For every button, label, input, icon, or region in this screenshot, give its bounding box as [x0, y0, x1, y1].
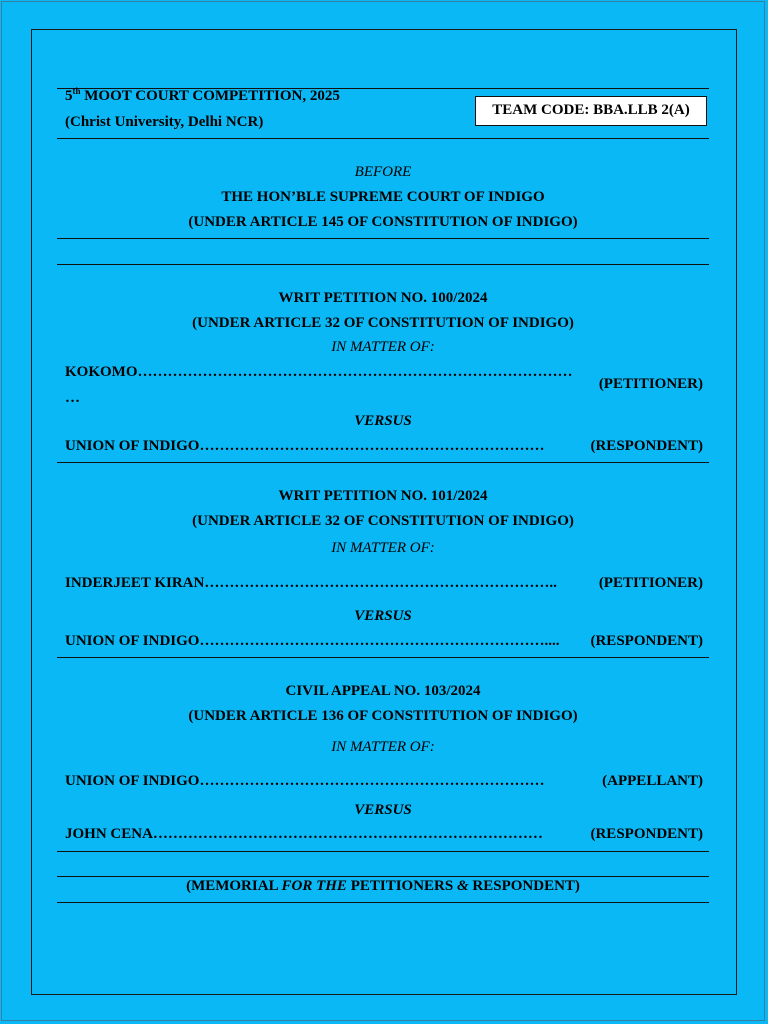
role-petitioner: (PETITIONER): [598, 376, 703, 392]
case-title: CIVIL APPEAL NO. 103/2024: [285, 683, 481, 699]
in-matter-of: IN MATTER OF:: [331, 339, 435, 355]
party-petitioner: KOKOMO……………………………………………………………………………: [65, 364, 573, 380]
divider: [57, 138, 709, 139]
court-name: THE HON’BLE SUPREME COURT OF INDIGO: [221, 189, 545, 205]
party-respondent: UNION OF INDIGO……………………………………………………………: [65, 438, 545, 454]
versus-label: VERSUS: [354, 608, 412, 624]
in-matter-of: IN MATTER OF:: [331, 739, 435, 755]
divider: [57, 462, 709, 463]
versus-label: VERSUS: [354, 413, 412, 429]
versus-label: VERSUS: [354, 802, 412, 818]
case-article: (UNDER ARTICLE 32 OF CONSTITUTION OF INDIGO): [192, 513, 574, 529]
university-name: (Christ University, Delhi NCR): [65, 114, 264, 130]
memorial-label: (MEMORIAL FOR THE PETITIONERS & RESPONDENT): [186, 878, 580, 894]
team-code-box: TEAM CODE: BBA.LLB 2(A): [475, 96, 707, 126]
competition-title: 5th MOOT COURT COMPETITION, 2025: [65, 86, 340, 104]
party-appellant: UNION OF INDIGO……………………………………………………………: [65, 773, 545, 789]
party-respondent: UNION OF INDIGO……………………………………………………………....: [65, 633, 560, 649]
case-title: WRIT PETITION NO. 100/2024: [278, 290, 488, 306]
before-label: BEFORE: [354, 164, 412, 180]
divider: [57, 264, 709, 265]
role-respondent: (RESPONDENT): [590, 438, 703, 454]
divider: [57, 851, 709, 852]
role-appellant: (APPELLANT): [602, 773, 703, 789]
divider: [57, 902, 709, 903]
role-respondent: (RESPONDENT): [590, 826, 703, 842]
party-petitioner: INDERJEET KIRAN……………………………………………………………..: [65, 575, 557, 591]
role-respondent: (RESPONDENT): [590, 633, 703, 649]
case-article: (UNDER ARTICLE 32 OF CONSTITUTION OF INDIGO): [192, 315, 574, 331]
court-article: (UNDER ARTICLE 145 OF CONSTITUTION OF INDIGO): [188, 214, 578, 230]
divider: [57, 657, 709, 658]
divider: [57, 238, 709, 239]
party-respondent: JOHN CENA……………………………………………………………………: [65, 826, 543, 842]
party-continuation: …: [65, 390, 80, 406]
role-petitioner: (PETITIONER): [598, 575, 703, 591]
case-title: WRIT PETITION NO. 101/2024: [278, 488, 488, 504]
case-article: (UNDER ARTICLE 136 OF CONSTITUTION OF INDIGO): [188, 708, 578, 724]
in-matter-of: IN MATTER OF:: [331, 540, 435, 556]
